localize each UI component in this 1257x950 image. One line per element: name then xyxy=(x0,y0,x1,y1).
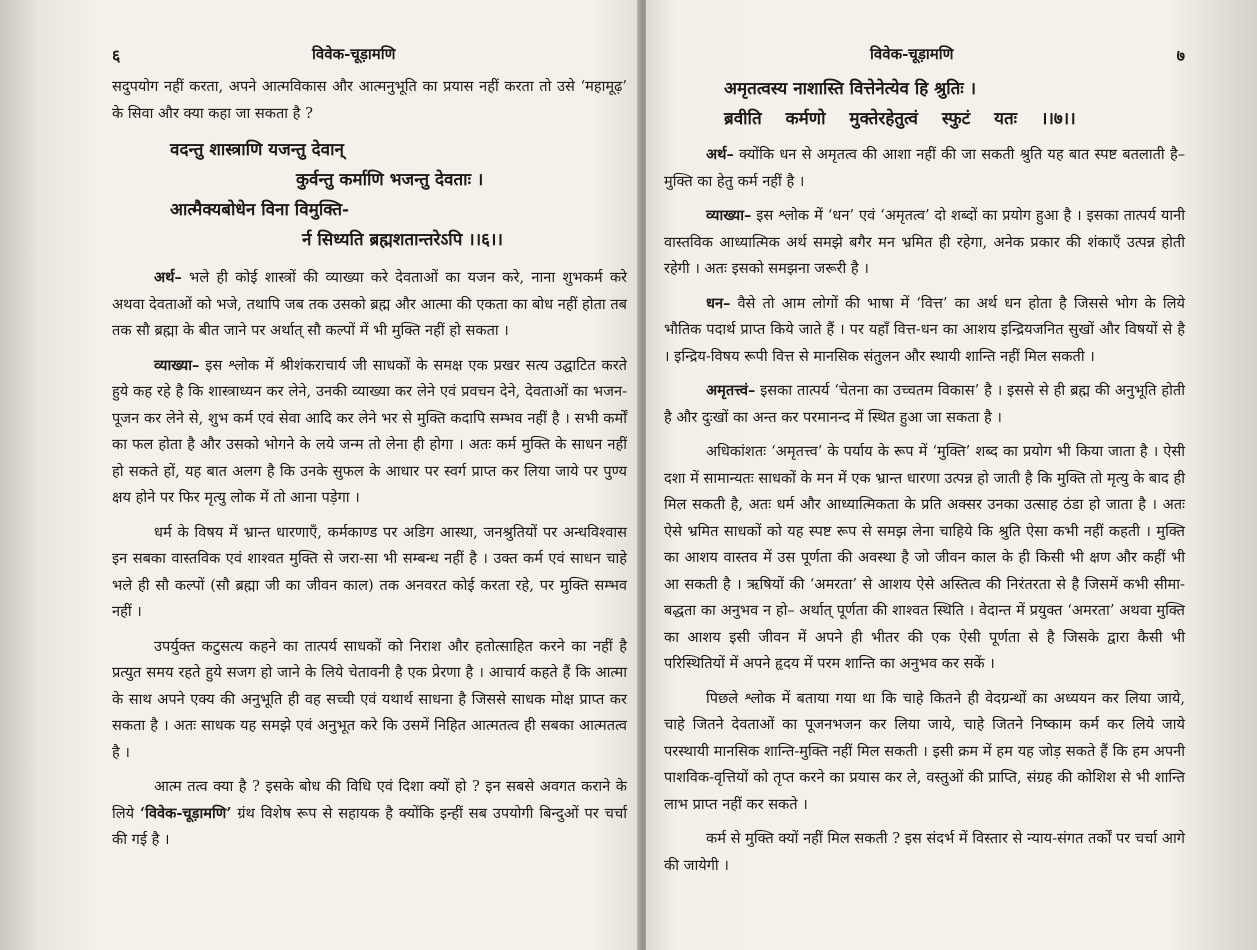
right-paragraph-7: कर्म से मुक्ति क्यों नहीं मिल सकती ? इस संदर्भ में विस्तार से न्याय-संगत तर्कों पर चर्चा आगे की जायेगी । xyxy=(664,830,1185,874)
left-page-number: ६ xyxy=(112,46,121,65)
para5-before: आत्म तत्व क्या है ? इसके बोध की विधि एवं दिशा क्यों हो ? इन सबसे अवगत कराने के लिये xyxy=(112,778,627,822)
left-artha-paragraph xyxy=(112,265,627,345)
left-running-head xyxy=(112,44,627,74)
left-verse-line: कुर्वन्तु कर्माणि भजन्तु देवताः । xyxy=(296,170,484,190)
artha-text: क्योंकि धन से अमृतत्व की आशा नहीं की जा सकती श्रुति यह बात स्पष्ट बतलाती है– मुक्ति का हेतु कर्म नहीं है । xyxy=(664,146,1185,190)
left-verse xyxy=(112,135,627,255)
dhan-text: वैसे तो आम लोगों की भाषा में ‘वित्त’ का अर्थ धन होता है जिससे भोग के लिये भौतिक पदार्थ प्राप्त किये जाते हैं । पर यहाँ वित्त-धन का आशय इन्द्रियजनित सुखों और विषयों से है । इन्द्रिय-विषय रूपी वित्त से मानसिक संतुलन और स्थायी शान्ति नहीं मिल सकती । xyxy=(664,294,1185,365)
right-verse-line: अमृतत्वस्य नाशास्ति वित्तेनेत्येव हि श्रुतिः । xyxy=(724,79,977,99)
right-dhan-paragraph xyxy=(664,291,1185,371)
right-running-head xyxy=(664,44,1185,74)
left-verse-line: वदन्तु शास्त्राणि यजन्तु देवान् xyxy=(170,140,344,160)
right-paragraph-5: अधिकांशतः ‘अमृतत्त्व’ के पर्याय के रूप में ‘मुक्ति’ शब्द का प्रयोग भी किया जाता है । ऐसी दशा में सामान्यतः साधकों के मन में एक भ्रान्त धारणा उत्पन्न हो जाती है कि मुक्ति तो मृत्यु के बाद ही मिल सकती है, अतः धर्म और आध्यात्मिकता के प्रति अक्सर उनका उत्साह ठंडा हो जाता है । अतः ऐसे भ्रमित साधकों को यह स्पष्ट रूप से समझ लेना चाहिये कि श्रुति ऐसा कभी नहीं कहती । मुक्ति का आशय वास्तव में उस पूर्णता की अवस्था है जो जीवन काल के ही किसी भी क्षण और कहीं भी आ सकती है । ऋषियों की ‘अमरता’ से आशय ऐसे अस्तित्व की निरंतरता से है जिसमें कभी सीमा-बद्धता का अनुभव न हो– अर्थात् पूर्णता की शाश्वत स्थिति । वेदान्त में प्रयुक्त ‘अमरता’ अथवा मुक्ति का आशय इसी जीवन में अपने ही भीतर की एक ऐसी पूर्णता से है जिसके द्वारा कैसी भी परिस्थितियों में अपने हृदय में परम शान्ति का अनुभव कर सकें । xyxy=(664,443,1185,672)
vyakhya-text: इस श्लोक में ‘धन’ एवं ‘अमृतत्व’ दो शब्दों का प्रयोग हुआ है । इसका तात्पर्य यानी वास्तविक आध्यात्मिक अर्थ समझे बगैर मन भ्रमित ही रहेगा, अनेक प्रकार की शंकाएँ उत्पन्न होती रहेगी । अतः इसको समझना जरूरी है । xyxy=(664,207,1185,277)
book-title-bold: ‘विवेक-चूड़ामणि’ xyxy=(140,804,232,822)
right-amrit-paragraph xyxy=(664,378,1185,431)
dhan-label: धन– xyxy=(706,294,731,312)
left-vyakhya-paragraph xyxy=(112,353,627,512)
right-vyakhya-paragraph xyxy=(664,203,1185,283)
left-paragraph-3: धर्म के विषय में भ्रान्त धारणाएँ, कर्मकाण्ड पर अडिग आस्था, जनश्रुतियों पर अन्धविश्वास इन सबका वास्तविक एवं शाश्वत मुक्ति से जरा-सा भी सम्बन्ध नहीं है । उक्त कर्म एवं साधन चाहे भले ही सौ कल्पों (सौ ब्रह्मा जी का जीवन काल) तक अनवरत कोई करता रहे, पर मुक्ति सम्भव नहीं । xyxy=(112,523,627,620)
artha-text: भले ही कोई शास्त्रों की व्याख्या करे देवताओं का यजन करे, नाना शुभकर्म करे अथवा देवताओं को भजे, तथापि जब तक उसको ब्रह्म और आत्मा की एकता का बोध नहीं होता तब तक सौ ब्रह्मा के बीत जाने पर अर्थात् सौ कल्पों में भी मुक्ति नहीं हो सकता । xyxy=(112,269,627,339)
artha-label: अर्थ– xyxy=(154,269,182,286)
vyakhya-text: इस श्लोक में श्रीशंकराचार्य जी साधकों के समक्ष एक प्रखर सत्य उद्घाटित करते हुये कह रहे है कि शास्त्राध्यन कर लेने, उनकी व्याख्या कर लेने एवं प्रवचन देने, देवताओं का भजन-पूजन कर लेने से, शुभ कर्म एवं सेवा आदि कर लेने भर से मुक्ति कदापि सम्भव नहीं है । सभी कर्मों का फल होता है और उसको भोगने के लये जन्म तो लेना ही होगा । अतः कर्म मुक्ति के साधन नहीं हो सकते हों, यह बात अलग है कि उनके सुफल के आधार पर स्वर्ग प्राप्त कर लिया जाये पर पुण्य क्षय होने पर फिर मृत्यु लोक में तो आना पड़ेगा । xyxy=(112,356,627,506)
right-paragraph-6: पिछले श्लोक में बताया गया था कि चाहे कितने ही वेदग्रन्थों का अध्ययन कर लिया जाये, चाहे जितने देवताओं का पूजनभजन कर लिया जाये, चाहे जितने निष्काम कर्म कर लिये जाये परस्थायी मानसिक शान्ति-मुक्ति नहीं मिल सकती । इसी क्रम में हम यह जोड़ सकते हैं कि हम अपनी पाशविक-वृत्तियों को तृप्त करने का प्रयास कर ले, वस्तुओं की प्राप्ति, संग्रह की कोशिश से भी शान्ति लाभ प्राप्त नहीं कर सकते । xyxy=(664,689,1185,813)
amrit-label: अमृतत्त्वं– xyxy=(706,382,756,399)
left-verse-line: आत्मैक्यबोधेन विना विमुक्ति- xyxy=(170,200,350,220)
left-paragraph-4: उपर्युक्त कटुसत्य कहने का तात्पर्य साधकों को निराश और हतोत्साहित करने का नहीं है प्रत्युत समय रहते हुये सजग हो जाने के लिये चेतावनी है एक प्रेरणा है । आचार्य कहते हैं कि आत्मा के साथ अपने एक्य की अनुभूति ही वह सच्ची एवं यथार्थ साधना है जिससे साधक मोक्ष प्राप्त कर सकता है । अतः साधक यह समझे एवं अनुभूत करे कि उसमें निहित आत्मतत्व ही सबका आत्मतत्व है । xyxy=(112,637,627,761)
left-verse-line: र्न सिध्यति ब्रह्मशतान्तरेऽपि ।।६।। xyxy=(302,230,503,250)
left-paragraph-5 xyxy=(112,774,627,854)
right-verse xyxy=(664,74,1185,134)
vyakhya-label: व्याख्या– xyxy=(154,356,200,374)
para5-after: ग्रंथ विशेष रूप से सहायक है क्योंकि इन्हीं सब उपयोगी बिन्दुओं पर चर्चा की गई है । xyxy=(112,804,627,848)
right-header-title: विवेक-चूड़ामणि xyxy=(870,45,954,63)
left-intro-paragraph: सदुपयोग नहीं करता, अपने आत्मविकास और आत्मनुभूति का प्रयास नहीं करता तो उसे ‘महामूढ़’ के सिवा और क्या कहा जा सकता है ? xyxy=(112,78,627,122)
right-page-number: ७ xyxy=(1176,46,1185,65)
left-header-title: विवेक-चूड़ामणि xyxy=(312,45,396,63)
vyakhya-label: व्याख्या– xyxy=(706,207,752,224)
right-artha-paragraph xyxy=(664,142,1185,195)
right-page xyxy=(646,0,1257,950)
amrit-text: इसका तात्पर्य ‘चेतना का उच्चतम विकास’ है । इससे से ही ब्रह्म की अनुभूति होती है और दुःखों का अन्त कर परमानन्द में स्थित हुआ जा सकता है । xyxy=(664,382,1185,426)
right-verse-line: ब्रवीति कर्मणो मुक्तेरहेतुत्वं स्फुटं यतः ।।७।। xyxy=(724,109,1076,129)
artha-label: अर्थ– xyxy=(706,146,734,163)
